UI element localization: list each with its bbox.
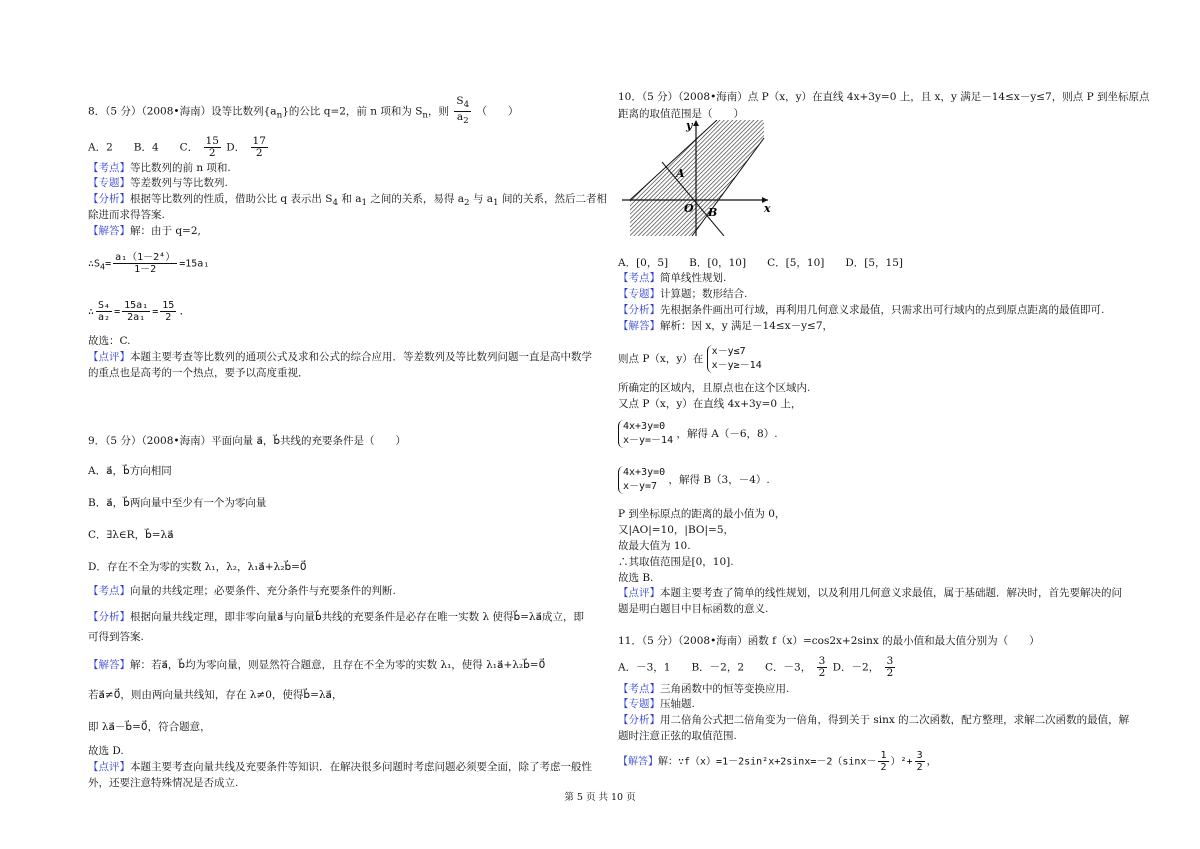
page-footer: 第 5 页 共 10 页 [564,792,636,803]
q8-dianping-2: 的重点也是高考的一个热点，要予以高度重视． [88,367,309,379]
q10-system-3: 4x+3y=0 x－y=7 [618,466,665,494]
q10-dianping-2: 题是明白题目中目标函数的意义. [618,603,769,615]
q10-stem: 10．（5 分）（2008•海南）点 P（x，y）在直线 4x+3y=0 上，且 x，y 满足－14≤x－y≤7，则点 P 到坐标原点 [618,91,1150,103]
q9-fenxi-2: 可得到答案. [88,631,144,643]
q9-option-d: D．存在不全为零的实数 λ₁，λ₂，λ₁a⃗+λ₂b⃗=0⃗ [88,561,307,573]
graph-point-a: A [676,167,685,180]
q8-fenxi-2: 除进而求得答案. [88,209,165,221]
q8-jieda: 【解答】解：由于 q=2, [88,225,201,237]
q11-kaodian: 【考点】三角函数中的恒等变换应用. [618,683,790,695]
q10-jieda-6: 又|AO|=10，|BO|=5， [618,524,734,536]
q11-zhuanti: 【专题】压轴题. [618,698,695,710]
q9-dianping: 【点评】本题主要考查向量共线及充要条件等知识．在解决很多问题时考虑问题必须要全面，除了考虑一般性 [88,761,592,773]
q8-eq2: ∴ $\frac{\text{S₄}}{\text{a₂}}$ = $\frac{\text{15a₁}}{\text{2a₁}}$ = $\frac{15}{2}$ . [88,300,185,323]
graph-y-label: y [686,120,693,132]
q9-option-a: A．a⃗，b⃗方向相同 [88,465,172,477]
q11-jieda: 【解答】解：∵f（x）=1－2sin²x+2sinx=－2（sinx－ $\frac{1}{2}$ ）²+ $\frac{3}{2}$ ， [618,750,937,773]
q9-stem: 9．（5 分）（2008•海南）平面向量 a⃗，b⃗共线的充要条件是（ ） [88,435,407,447]
q10-jieda-8: ∴其取值范围是[0，10]. [618,556,734,568]
q11-stem: 11．（5 分）（2008•海南）函数 f（x）=cos2x+2sinx 的最小值和最大值分别为（ ） [618,635,1040,647]
q10-jieda-4: 又点 P（x，y）在直线 4x+3y=0 上， [618,398,802,410]
q8-options: A．2 B．4 C． $\frac{15}{2}$ D． $\frac{17}{2}$ [88,135,266,159]
q10-answer: 故选 B. [618,572,654,584]
q11-fenxi: 【分析】用二倍角公式把二倍角变为一倍角，得到关于 sinx 的二次函数，配方整理，求解二次函数的最值，解 [618,714,1130,726]
q8-eq1: $\therefore S_4=$ $\frac{\text{a₁（1－2⁴）}}{1-2}$ =15a₁ [88,252,210,275]
graph-point-b: B [708,206,718,219]
q9-jieda-2: 若a⃗≠0⃗，则由两向量共线知，存在 λ≠0，使得b⃗=λa⃗， [88,689,343,701]
q10-feasible-region-graph [622,120,772,236]
q9-option-c: C．∃λ∈R，b⃗=λa⃗ [88,529,174,541]
q8-answer: 故选：C. [88,335,131,347]
q9-jieda: 【解答】解：若a⃗，b⃗均为零向量，则显然符合题意，且存在不全为零的实数 λ₁，使得 λ₁a⃗+λ₂b⃗=0⃗ [88,659,546,671]
graph-origin: O [684,202,694,215]
q10-fenxi: 【分析】先根据条件画出可行域，再利用几何意义求最值，只需求出可行域内的点到原点距离的最值即可. [618,304,1105,316]
q10-jieda-7: 故最大值为 10. [618,540,691,552]
q10-jieda-5: P 到坐标原点的距离的最小值为 0， [618,508,786,520]
q9-kaodian: 【考点】向量的共线定理；必要条件、充分条件与充要条件的判断. [88,585,396,597]
q8-zhuanti: 【专题】等差数列与等比数列. [88,177,228,189]
q10-kaodian: 【考点】简单线性规划. [618,272,727,284]
q8-fraction: $\frac{S_4}{a_2}$ [456,95,470,127]
q8-kaodian: 【考点】等比数列的前 n 项和. [88,162,231,174]
q10-system-3-row: 4x+3y=0 x－y=7 ，解得 B（3，－4）. [618,466,770,494]
q8-dianping: 【点评】本题主要考查等比数列的通项公式及求和公式的综合应用．等差数列及等比数列问题一直是高中数学 [88,351,592,363]
q10-dianping: 【点评】本题主要考查了简单的线性规划，以及利用几何意义求最值，属于基础题．解决时，首先要解决的问 [618,587,1122,599]
graph-x-label: x [764,202,771,215]
q8-fenxi: 【分析】根据等比数列的性质，借助公比 q 表示出 $S_4$ 和 $a_1$ 之间的关系，易得 $a_2$ 与 $a_1$ 间的关系，然后二者相 [88,193,607,209]
q10-jieda: 【解答】解析：因 x，y 满足－14≤x－y≤7， [618,320,834,332]
q10-jieda-2: 则点 P（x，y）在 x－y≤7 x－y≥－14 [618,346,762,371]
q11-options: A．－3，1 B．－2，2 C．－3， $\frac{3}{2}$ D．－2， $\frac{3}{2}$ [618,655,894,679]
q9-fenxi: 【分析】根据向量共线定理，即非零向量a⃗与向量b⃗共线的充要条件是必存在唯一实数 λ 使得b⃗=λa⃗成立，即 [88,611,585,623]
q9-jieda-3: 即 λa⃗－b⃗=0⃗，符合题意， [88,721,211,733]
q10-system-2-row: 4x+3y=0 x－y=－14 ，解得 A（－6，8）. [618,420,778,448]
q10-options: A．[0，5] B．[0，10] C．[5，10] D．[5，15] [618,257,904,269]
q9-option-b: B．a⃗，b⃗两向量中至少有一个为零向量 [88,497,267,509]
q10-stem-2: 距离的取值范围是（ ） [618,108,744,120]
q10-jieda-3: 所确定的区域内，且原点也在这个区域内. [618,382,811,394]
q9-answer: 故选 D. [88,745,124,757]
q10-zhuanti: 【专题】计算题；数形结合. [618,288,748,300]
q8-stem: 8．（5 分）（2008•海南）设等比数列$\{a_n\}$的公比 q=2，前 n 项和为 $S_n$，则 $\frac{S_4}{a_2}$ （ ） [88,95,519,127]
q10-system-1: x－y≤7 x－y≥－14 [707,345,762,373]
q10-system-2: 4x+3y=0 x－y=－14 [618,420,673,448]
q11-fenxi-2: 题时注意正弦的取值范围. [618,730,737,742]
q9-dianping-2: 外，还要注意特殊情况是否成立. [88,777,239,789]
